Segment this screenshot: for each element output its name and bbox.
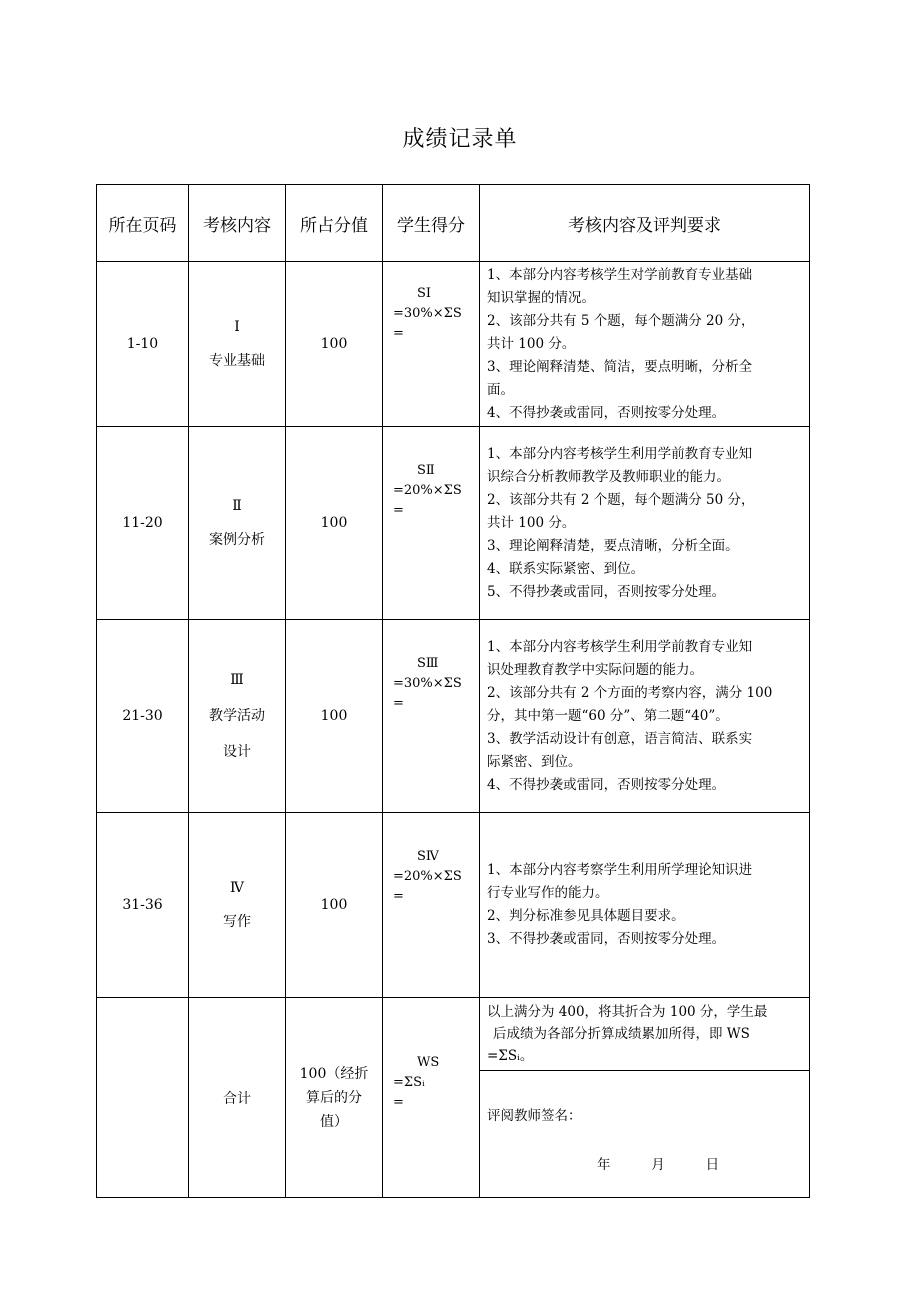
total-score-equals: = xyxy=(393,1094,404,1110)
student-score xyxy=(383,427,480,620)
requirement-line: 共计 100 分。 xyxy=(487,335,576,352)
total-note-line: =ΣSᵢ。 xyxy=(487,1048,534,1064)
score-symbol: SⅡ xyxy=(417,463,435,478)
table-header-row xyxy=(97,185,810,262)
score-value: 100 xyxy=(286,813,383,998)
item-name: 设计 xyxy=(223,744,251,760)
requirement-line: 分，其中第一题“60 分”、第二题“40”。 xyxy=(487,707,729,724)
requirement-line: 识综合分析教师教学及教师职业的能力。 xyxy=(487,468,730,485)
requirement-line: 3、理论阐释清楚，要点清晰，分析全面。 xyxy=(487,537,739,554)
page-range: 21-30 xyxy=(97,620,189,813)
total-note-line: 后成绩为各部分折算成绩累加所得，即 WS xyxy=(493,1026,750,1042)
requirements xyxy=(480,427,810,620)
score-value: 100 xyxy=(286,620,383,813)
requirement-line: 3、理论阐释清楚、简洁，要点明晰，分析全 xyxy=(487,358,753,375)
total-label: 合计 xyxy=(189,998,286,1198)
requirement-line: 1、本部分内容考核学生利用学前教育专业知 xyxy=(487,638,753,655)
page-range: 11-20 xyxy=(97,427,189,620)
item-name: 专业基础 xyxy=(209,353,265,369)
score-formula: =30%×ΣS xyxy=(393,676,462,691)
item-numeral: Ⅱ xyxy=(232,498,242,514)
score-equals: = xyxy=(393,889,404,904)
total-row xyxy=(97,998,810,1071)
requirement-line: 2、该部分共有 2 个方面的考察内容，满分 100 xyxy=(487,684,773,701)
table-row xyxy=(97,813,810,998)
table-row xyxy=(97,427,810,620)
total-note xyxy=(480,998,810,1071)
page-title: 成绩记录单 xyxy=(402,127,518,152)
requirements xyxy=(480,813,810,998)
signature-date xyxy=(487,1154,803,1177)
total-score-symbol: WS xyxy=(417,1054,440,1070)
table-row xyxy=(97,262,810,427)
score-formula: =30%×ΣS xyxy=(393,306,462,321)
requirement-line: 3、教学活动设计有创意，语言简洁、联系实 xyxy=(487,730,753,747)
table-row xyxy=(97,620,810,813)
requirement-line: 2、判分标准参见具体题目要求。 xyxy=(487,908,685,924)
requirement-line: 4、不得抄袭或雷同，否则按零分处理。 xyxy=(487,404,726,421)
item-name: 案例分析 xyxy=(209,532,265,548)
score-symbol: SⅠ xyxy=(417,286,432,301)
requirement-line: 1、本部分内容考核学生对学前教育专业基础 xyxy=(487,266,753,283)
student-score xyxy=(383,262,480,427)
student-score xyxy=(383,620,480,813)
requirement-line: 知识掌握的情况。 xyxy=(487,289,595,306)
score-symbol: SⅣ xyxy=(417,849,439,864)
item-numeral: Ⅰ xyxy=(234,319,240,335)
requirement-line: 1、本部分内容考察学生利用所学理论知识进 xyxy=(487,862,753,878)
assessment-item xyxy=(189,262,286,427)
total-value xyxy=(286,998,383,1198)
score-symbol: SⅢ xyxy=(417,656,439,671)
total-score xyxy=(383,998,480,1198)
requirement-line: 4、联系实际紧密、到位。 xyxy=(487,560,645,577)
page-range: 31-36 xyxy=(97,813,189,998)
score-equals: = xyxy=(393,326,404,341)
item-name: 教学活动 xyxy=(209,708,265,724)
assessment-item xyxy=(189,620,286,813)
requirement-line: 5、不得抄袭或雷同，否则按零分处理。 xyxy=(487,583,726,600)
requirement-line: 2、该部分共有 5 个题，每个题满分 20 分， xyxy=(487,312,755,329)
date-year: 年 xyxy=(597,1157,611,1173)
grade-record-table xyxy=(96,184,810,1198)
requirements xyxy=(480,262,810,427)
total-score-formula: =ΣSᵢ xyxy=(393,1074,425,1090)
date-day: 日 xyxy=(705,1157,720,1173)
total-value-line: 100（经折 xyxy=(299,1065,369,1082)
requirement-line: 识处理教育教学中实际问题的能力。 xyxy=(487,661,703,678)
assessment-item xyxy=(189,427,286,620)
requirements xyxy=(480,620,810,813)
requirement-line: 4、不得抄袭或雷同，否则按零分处理。 xyxy=(487,776,726,793)
item-name: 写作 xyxy=(223,914,251,930)
page-range: 1-10 xyxy=(97,262,189,427)
total-value-line: 算后的分 xyxy=(306,1089,362,1106)
requirement-line: 共计 100 分。 xyxy=(487,514,576,531)
date-month: 月 xyxy=(651,1157,665,1173)
header-content: 考核内容 xyxy=(189,185,286,262)
requirement-line: 2、该部分共有 2 个题，每个题满分 50 分， xyxy=(487,491,755,508)
total-note-line: 以上满分为 400，将其折合为 100 分，学生最 xyxy=(487,1004,768,1020)
assessment-item xyxy=(189,813,286,998)
header-value: 所占分值 xyxy=(286,185,383,262)
requirement-line: 面。 xyxy=(487,381,514,398)
item-numeral: Ⅲ xyxy=(230,672,244,688)
total-value-line: 值） xyxy=(320,1113,348,1130)
score-formula: =20%×ΣS xyxy=(393,869,462,884)
requirement-line: 3、不得抄袭或雷同，否则按零分处理。 xyxy=(487,931,726,947)
score-value: 100 xyxy=(286,262,383,427)
header-score: 学生得分 xyxy=(383,185,480,262)
requirement-line: 行专业写作的能力。 xyxy=(487,885,609,901)
requirement-line: 1、本部分内容考核学生利用学前教育专业知 xyxy=(487,445,753,462)
item-numeral: Ⅳ xyxy=(230,880,244,896)
header-requirements: 考核内容及评判要求 xyxy=(480,185,810,262)
student-score xyxy=(383,813,480,998)
requirement-line: 际紧密、到位。 xyxy=(487,753,582,770)
header-page: 所在页码 xyxy=(97,185,189,262)
signature-label: 评阅教师签名： xyxy=(487,1108,582,1124)
score-equals: = xyxy=(393,696,404,711)
score-formula: =20%×ΣS xyxy=(393,483,462,498)
signature-cell xyxy=(480,1071,810,1198)
total-empty-cell xyxy=(97,998,189,1198)
score-equals: = xyxy=(393,503,404,518)
score-value: 100 xyxy=(286,427,383,620)
